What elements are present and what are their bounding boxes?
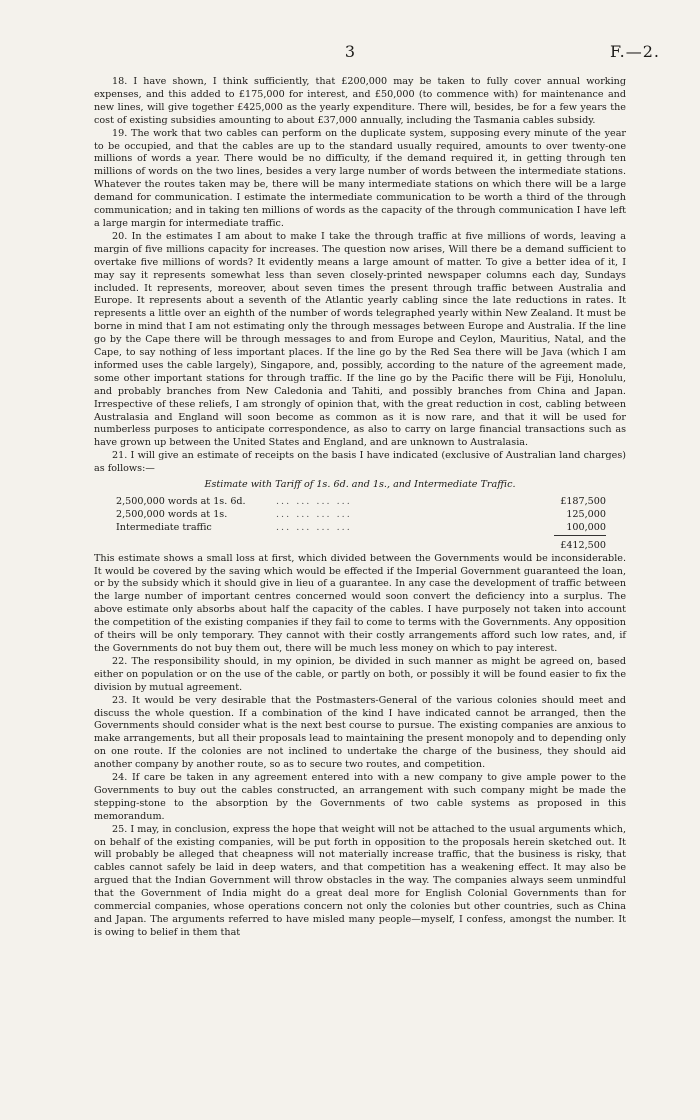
paragraph-25: 25. I may, in conclusion, express the hope that weight will not be attached to the usual arguments which, on behalf of the existing companies, will be put forth in opposition to the proposals herein sketched out. It will probably be alleged that cheapness will not materially increase traffic, that the business is risky, that cables cannot safely be laid in deep waters, and that competition has a weakening effect. It may also be argued that the Indian Government will throw obstacles in the way. The companies always seem unmindful that the Government of India might do a great deal more for English Colonial Governments than for commercial companies, whose operations concern not only the colonies but other countries, such as China and Japan. The arguments referred to have misled many people—myself, I confess, amongst the number. It is owing to belief in them that [94,823,626,938]
paragraph-21: 21. I will give an estimate of receipts on the basis I have indicated (exclusive of Australian land charges) as follows:— [94,450,626,475]
paragraph-22: 22. The responsibility should, in my opinion, be divided in such manner as might be agreed on, based either on population or on the use of the cable, or partly on both, or possibly it will be found easier to fix the division by mutual agreement. [94,655,626,693]
paragraph-19: 19. The work that two cables can perform on the duplicate system, supposing every minute of the year to be occupied, and that the cables are up to the standard usually required, amounts to over twenty-one millions of words a year. There would be no difficulty, if the demand required it, in getting through ten millions of words on the two lines, besides a very large number of words between the intermediate stations. Whatever the routes taken may be, there will be many intermediate stations on which there will be a large demand for communication. I estimate the intermediate communication to be worth a third of the through communication; and in taking ten millions of words as the capacity of the through communication I have left a large margin for intermediate traffic. [94,127,626,229]
estimate-table [116,496,606,553]
estimate-row [116,509,606,522]
paragraph-20: 20. In the estimates I am about to make I take the through traffic at five millions of words, leaving a margin of five millions capacity for increases. The question now arises, Will there be a demand sufficient to overtake five millions of words? It evidently means a large amount of matter. To give a better idea of it, I may say it represents somewhat less than seven closely-printed newspaper columns each day, Sundays included. It represents, moreover, about seven times the present through traffic between Australia and Europe. It represents about a seventh of the Atlantic yearly cabling since the late reductions in rates. It represents a little over an eighth of the number of words telegraphed yearly within New Zealand. It must be borne in mind that I am not estimating only the through messages between Europe and Australia. If the line go by the Cape there will be through messages to and from Europe and Ceylon, Mauritius, Natal, and the Cape, to say nothing of less important places. If the line go by the Red Sea there will be Java (which I am informed uses the cable largely), Singapore, and, possibly, according to the nature of the agreement made, some other important stations for through traffic. If the line go by the Pacific there will be Fiji, Honolulu, and probably branches from New Caledonia and Tahiti, and possibly branches from China and Japan. Irrespective of these reliefs, I am strongly of opinion that, with the great reduction in cost, cabling between Australasia and England will soon become as common as it is now rare, and that it will be used for numberless purposes to anticipate correspondence, as also to carry on large financial transactions such as have grown up between the United States and England, and are unknown to Australasia. [94,230,626,449]
document-body [94,76,626,940]
estimate-amount: 100,000 [566,521,606,533]
estimate-label: 2,500,000 words at 1s. [116,508,228,520]
estimate-row [116,522,606,535]
estimate-label: 2,500,000 words at 1s. 6d. [116,496,246,507]
page-number: 3 [344,42,356,61]
estimate-amount: 125,000 [566,508,606,520]
estimate-leader: ... ... ... ... [276,508,352,520]
estimate-title: Estimate with Tariff of 1s. 6d. and 1s., and Intermediate Traffic. [204,479,516,491]
estimate-row [116,496,606,509]
paragraph-24: 24. If care be taken in any agreement entered into with a new company to give ample power to the Governments to buy out the cables constructed, an arrangement with such company might be made the stepping-stone to the absorption by the Governments of two cable systems as proposed in this memorandum. [94,772,626,822]
estimate-total-row [116,535,606,552]
estimate-leader: ... ... ... ... [276,522,352,534]
estimate-label: Intermediate traffic [116,522,212,534]
paragraph-estimate-commentary: This estimate shows a small loss at first, which divided between the Governments would be inconsiderable. It would be covered by the saving which would be effected if the Imperial Government guaranteed the loan, or by the subsidy which it should give in lieu of a guarantee. In any case the development of traffic between the large number of important centres concerned would soon convert the deficiency into a surplus. The above estimate only absorbs about half the capacity of the cables. I have purposely not taken into account the competition of the existing companies if they fail to come to terms with the Governments. Any opposition of theirs will be only temporary. They cannot with their costly arrangements afford such low rates, and, if the Governments do not buy them out, there will be much less money on which to pay interest. [94,552,626,654]
paragraph-23: 23. It would be very desirable that the Postmasters-General of the various colonies should meet and discuss the whole question. If a combination of the kind I have indicated cannot be arranged, then the Governments should consider what is the next best course to pursue. The existing companies are anxious to make arrangements, but all their proposals lead to maintaining the present monopoly and to depending only on one route. If the colonies are not inclined to undertake the charge of the business, they should aid another company by another route, so as to secure two routes, and competition. [94,694,626,771]
document-reference: F.—2. [610,42,660,61]
estimate-total: £412,500 [554,535,606,552]
estimate-leader: ... ... ... ... [276,496,352,507]
estimate-amount: £187,500 [560,496,606,507]
paragraph-18: 18. I have shown, I think sufficiently, that £200,000 may be taken to fully cover annual working expenses, and this added to £175,000 for interest, and £50,000 (to commence with) for maintenance and new lines, will give together £425,000 as the yearly expenditure. There will, besides, be for a few years the cost of existing subsidies amounting to about £37,000 annually, including the Tasmania cables subsidy. [94,76,626,126]
